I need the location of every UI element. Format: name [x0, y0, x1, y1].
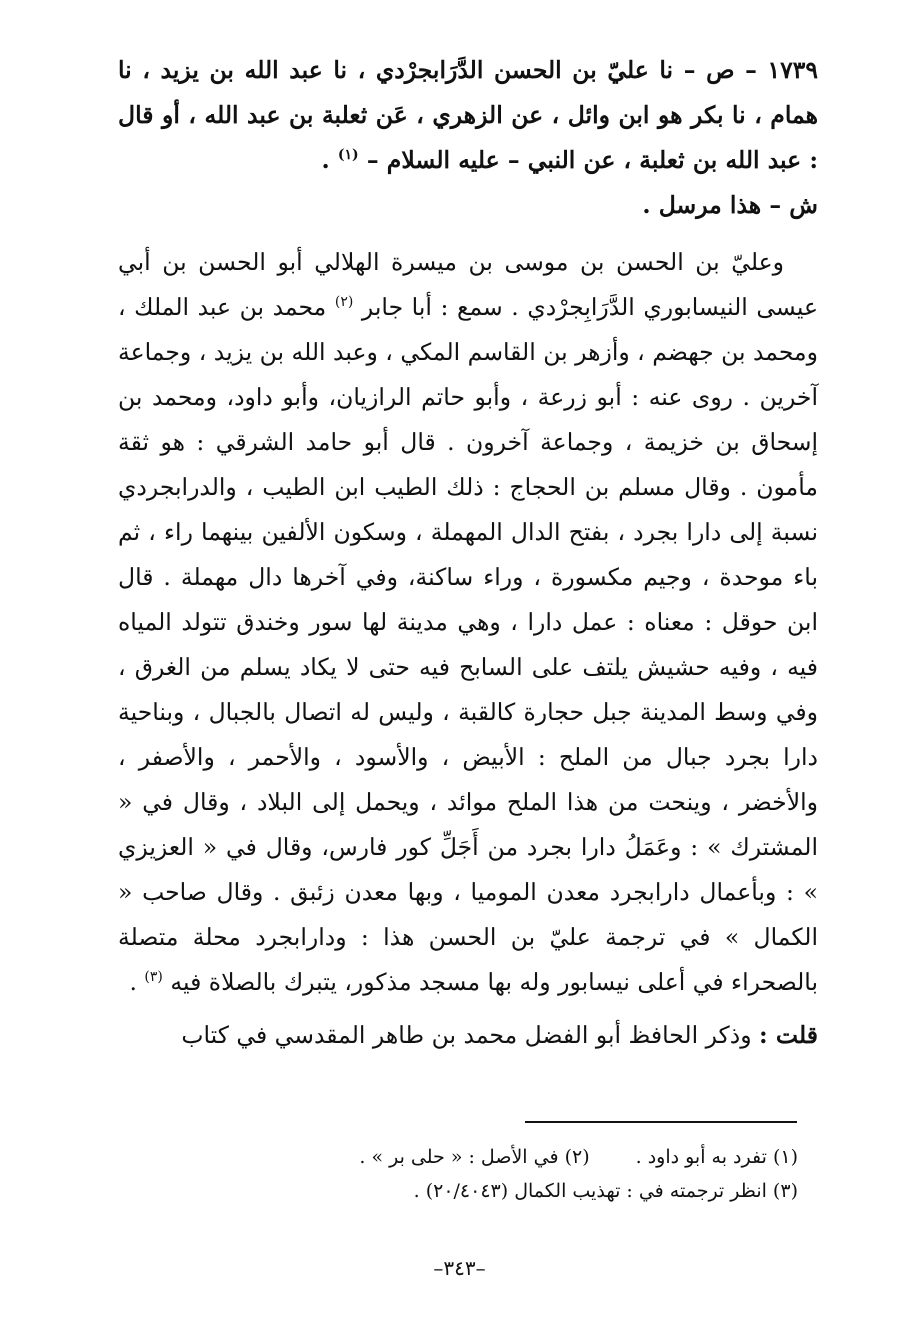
biography-end: . — [129, 968, 137, 996]
hadith-paragraph — [118, 48, 818, 183]
footnote-ref-3[interactable]: (٣) — [144, 969, 163, 986]
footnote-ref-2[interactable]: (٢) — [334, 294, 354, 311]
footnote-2: (٢) في الأصل : « حلى بر » . — [359, 1146, 590, 1168]
qult-word: قلت : — [759, 1021, 818, 1049]
footnote-1: (١) تفرد به أبو داود . — [635, 1146, 798, 1168]
qult-text: وذكر الحافظ أبو الفضل محمد بن طاهر المقدسي في كتاب — [181, 1021, 752, 1049]
biography-part2: محمد بن عبد الملك ، ومحمد بن جهضم ، وأزهر بن القاسم المكي ، وعبد الله بن يزيد ، وجماعة آخرين . روى عنه : أبو زرعة ، وأبو حاتم الرازيان، وأبو داود، ومحمد بن إسحاق بن خزيمة ، وجماعة آخرون . قال أبو حامد الشرقي : هو ثقة مأمون . وقال مسلم بن الحجاج : ذلك الطيب ابن الطيب ، والدرابجردي نسبة إلى دارا بجرد ، بفتح الدال المهملة ، وسكون الألفين بينهما راء ، ثم باء موحدة ، وجيم مكسورة ، وراء ساكنة، وفي آخرها دال مهملة . قال ابن حوقل : معناه : عمل دارا ، وهي مدينة لها سور وخندق تتولد المياه فيه ، وفيه حشيش يلتف على السابح فيه حتى لا يكاد يسلم من الغرق ، وفي وسط المدينة جبل حجارة كالقبة ، وليس له اتصال بالجبال ، وبناحية دارا بجرد جبال من الملح : الأبيض ، والأسود ، والأحمر ، والأصفر ، والأخضر ، وينحت من هذا الملح موائد ، ويحمل إلى البلاد ، وقال في « المشترك » : وعَمَلُ دارا بجرد من أَجَلِّ كور فارس، وقال في « العزيزي » : وبأعمال دارابجرد معدن الموميا ، وبها معدن زئبق . وقال صاحب « الكمال » في ترجمة عليّ بن الحسن هذا : ودارابجرد محلة متصلة بالصحراء في أعلى نيسابور وله بها مسجد مذكور، يتبرك بالصلاة فيه — [117, 293, 818, 996]
footnote-3: (٣) انظر ترجمته في : تهذيب الكمال (٢٠/٤٠٤٣) . — [413, 1180, 798, 1202]
footnote-row-2 — [118, 1174, 798, 1208]
hadith-text: ١٧٣٩ – ص – نا عليّ بن الحسن الدَّرَابجرْدي ، نا عبد الله بن يزيد ، نا همام ، نا بكر هو ابن وائل ، عن الزهري ، عَن ثعلبة بن عبد الله ، أو قال : عبد الله بن ثعلبة ، عن النبي – عليه السلام – — [118, 56, 818, 174]
biography-paragraph — [118, 240, 818, 1005]
footnote-row-1 — [118, 1140, 798, 1174]
footnotes — [118, 1140, 798, 1208]
biography-part1: وعليّ بن الحسن بن موسى بن ميسرة الهلالي أبو الحسن بن أبي عيسى النيسابوري الدَّرَابِجرْدي . سمع : أبا جابر — [118, 248, 818, 321]
page-number: –٣٤٣– — [433, 1256, 486, 1280]
footnote-ref-1[interactable]: (١) — [337, 147, 359, 164]
footnote-divider — [525, 1121, 797, 1123]
sharh-line: ش – هذا مرسل . — [642, 191, 818, 219]
page-body — [118, 48, 818, 1058]
hadith-end: . — [321, 146, 330, 174]
qult-paragraph — [118, 1013, 818, 1058]
